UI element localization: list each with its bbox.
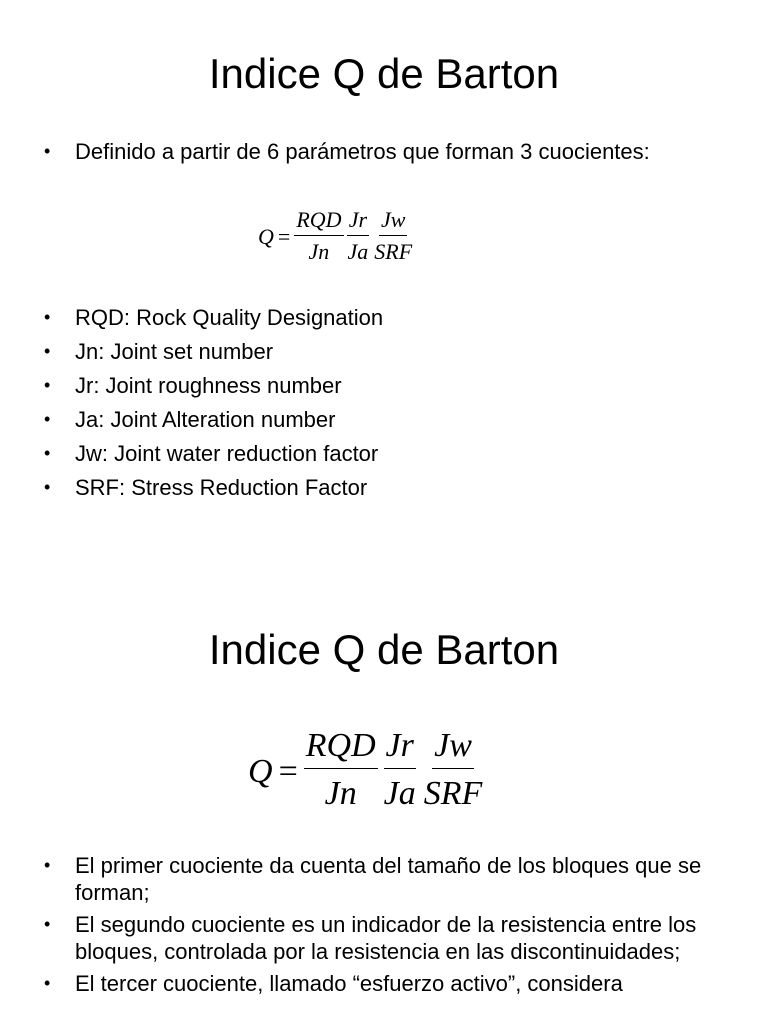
list-item-text: El segundo cuociente es un indicador de la resistencia entre los bloques, controlada por la resistencia en las discontinuidades; (75, 912, 697, 964)
q-formula (248, 724, 484, 819)
bullet-icon: • (44, 307, 51, 327)
fraction-numerator: RQD (304, 724, 378, 769)
fraction-denominator: Ja (383, 775, 416, 812)
intro-list (44, 138, 734, 165)
list-item (44, 138, 734, 165)
fraction-numerator: Jw (379, 205, 407, 236)
list-item (44, 852, 734, 906)
list-item (44, 372, 734, 399)
bullet-icon: • (44, 141, 51, 161)
slide-title: Indice Q de Barton (208, 626, 560, 673)
list-item (44, 474, 734, 501)
slide-title: Indice Q de Barton (208, 50, 560, 97)
formula-lhs: Q (258, 223, 274, 249)
fraction-denominator: SRF (374, 239, 413, 264)
list-item-text: Definido a partir de 6 parámetros que forman 3 cuocientes: (75, 139, 650, 164)
fraction-numerator: RQD (294, 205, 343, 236)
fraction-denominator: Ja (347, 239, 369, 264)
list-item (44, 970, 734, 997)
list-item (44, 911, 734, 965)
fraction-rqd-jn (294, 205, 343, 268)
q-formula (258, 205, 414, 268)
bullet-icon: • (44, 341, 51, 361)
bullet-icon: • (44, 375, 51, 395)
fraction-rqd-jn (304, 724, 378, 819)
slide-2 (0, 576, 768, 1024)
bullet-icon: • (44, 443, 51, 463)
bullet-icon: • (44, 855, 51, 875)
description-list (44, 852, 734, 1002)
list-item (44, 304, 734, 331)
fraction-numerator: Jw (432, 724, 474, 769)
list-item-text: Jn: Joint set number (75, 339, 274, 364)
bullet-icon: • (44, 477, 51, 497)
fraction-denominator: SRF (423, 775, 483, 812)
list-item-text: Ja: Joint Alteration number (75, 407, 336, 432)
bullet-icon: • (44, 973, 51, 993)
fraction-jw-srf (422, 724, 485, 819)
list-item-text: El tercer cuociente, llamado “esfuerzo activo”, considera (75, 971, 623, 996)
list-item-text: Jr: Joint roughness number (75, 373, 342, 398)
list-item-text: RQD: Rock Quality Designation (75, 305, 384, 330)
list-item-text: Jw: Joint water reduction factor (75, 441, 379, 466)
bullet-icon: • (44, 914, 51, 934)
list-item (44, 338, 734, 365)
fraction-jr-ja (346, 205, 371, 268)
formula-equals: = (278, 752, 298, 790)
parameter-list (44, 304, 734, 508)
formula-lhs: Q (248, 752, 273, 790)
fraction-numerator: Jr (384, 724, 416, 769)
fraction-denominator: Jn (308, 239, 330, 264)
list-item (44, 440, 734, 467)
list-item (44, 406, 734, 433)
fraction-jw-srf (372, 205, 414, 268)
list-item-text: El primer cuociente da cuenta del tamaño de los bloques que se forman; (75, 853, 702, 905)
fraction-jr-ja (382, 724, 418, 819)
bullet-icon: • (44, 409, 51, 429)
formula-equals: = (277, 223, 291, 249)
fraction-numerator: Jr (347, 205, 369, 236)
list-item-text: SRF: Stress Reduction Factor (75, 475, 368, 500)
fraction-denominator: Jn (324, 775, 357, 812)
